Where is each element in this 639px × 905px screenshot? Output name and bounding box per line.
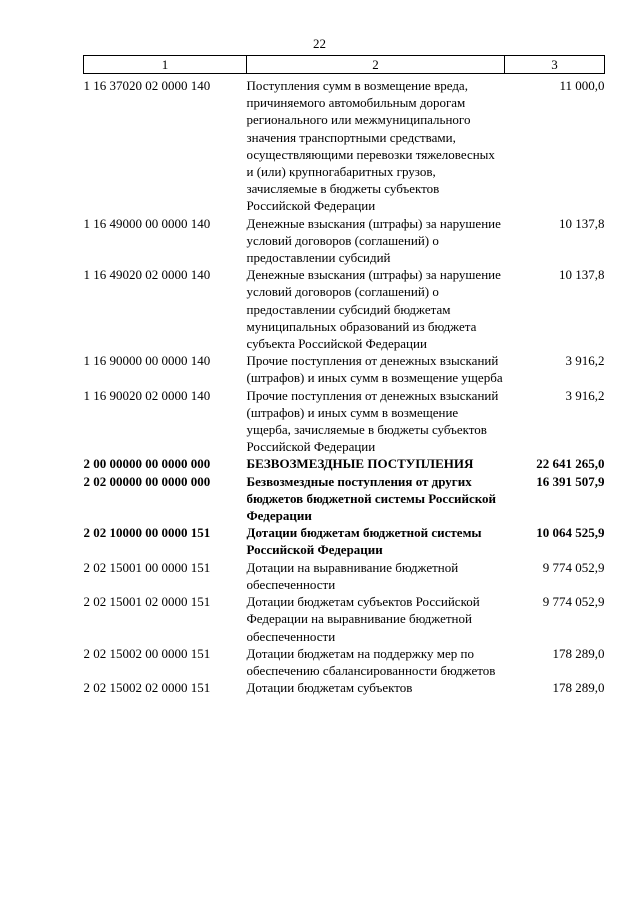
- row-code: 1 16 90000 00 0000 140: [83, 353, 211, 369]
- row-amount: 10 137,8: [559, 215, 605, 231]
- row-amount: 9 774 052,9: [542, 559, 605, 575]
- row-amount: 3 916,2: [565, 353, 605, 369]
- row-amount: 9 774 052,9: [542, 594, 605, 610]
- page-number: 22: [313, 36, 326, 51]
- row-code: 2 02 15001 02 0000 151: [83, 594, 211, 610]
- row-code: 2 02 15001 00 0000 151: [83, 559, 211, 575]
- table-row: [84, 455, 605, 472]
- row-amount: 11 000,0: [559, 78, 605, 93]
- column-header-name: 2: [247, 56, 505, 74]
- row-code: 2 00 00000 00 0000 000: [83, 456, 211, 472]
- table-row: [84, 215, 605, 267]
- row-code: 1 16 90020 02 0000 140: [83, 387, 211, 403]
- row-name: Дотации бюджетам на поддержку мер по обеспечению сбалансированности бюджетов: [246, 645, 496, 678]
- table-row: [84, 524, 605, 558]
- row-amount: 16 391 507,9: [536, 473, 605, 489]
- row-name: Поступления сумм в возмещение вреда, причиняемого автомобильным дорогам регионального или межмуниципального значения транспортными средствами, осуществляющими перевозки тяжеловесных и (или) крупногабаритных грузов, зачисляемые в бюджеты субъектов Российской Федерации: [246, 78, 495, 214]
- row-name: Дотации на выравнивание бюджетной обеспеченности: [246, 559, 459, 592]
- row-name: Дотации бюджетам субъектов: [246, 680, 413, 696]
- row-code: 2 02 15002 02 0000 151: [83, 680, 211, 696]
- row-name: Прочие поступления от денежных взысканий (штрафов) и иных сумм в возмещение ущерба, зачисляемые в бюджеты субъектов Российской Федерации: [246, 387, 499, 455]
- table-row: [84, 593, 605, 645]
- table-body: [84, 74, 605, 697]
- row-amount: 178 289,0: [552, 680, 605, 696]
- row-name: Денежные взыскания (штрафы) за нарушение условий договоров (соглашений) о предоставлении субсидий: [246, 215, 501, 266]
- table-row: [84, 387, 605, 456]
- budget-revenue-table: [83, 55, 605, 696]
- row-code: 1 16 49000 00 0000 140: [83, 215, 211, 231]
- row-code: 1 16 49020 02 0000 140: [83, 267, 211, 283]
- row-code: 1 16 37020 02 0000 140: [83, 78, 211, 93]
- row-amount: 10 137,8: [559, 267, 605, 283]
- row-name: Дотации бюджетам бюджетной системы Российской Федерации: [246, 525, 482, 558]
- table-row: [84, 266, 605, 352]
- row-amount: 22 641 265,0: [536, 456, 605, 472]
- row-code: 2 02 00000 00 0000 000: [83, 473, 211, 489]
- row-code: 2 02 15002 00 0000 151: [83, 645, 211, 661]
- table-row: [84, 74, 605, 215]
- row-name: БЕЗВОЗМЕЗДНЫЕ ПОСТУПЛЕНИЯ: [246, 456, 474, 472]
- table-row: [84, 473, 605, 525]
- row-code: 2 02 10000 00 0000 151: [83, 525, 211, 541]
- row-amount: 3 916,2: [565, 387, 605, 403]
- row-name: Денежные взыскания (штрафы) за нарушение условий договоров (соглашений) о предоставлении субсидий бюджетам муниципальных образований из бюджета субъекта Российской Федерации: [246, 267, 501, 352]
- table-row: [84, 679, 605, 696]
- column-header-code: 1: [84, 56, 247, 74]
- column-header-amount: 3: [505, 56, 605, 74]
- table-row: [84, 352, 605, 386]
- row-name: Прочие поступления от денежных взысканий (штрафов) и иных сумм в возмещение ущерба: [246, 353, 503, 386]
- row-amount: 10 064 525,9: [536, 525, 605, 541]
- row-name: Безвозмездные поступления от других бюджетов бюджетной системы Российской Федерации: [246, 473, 497, 524]
- table-row: [84, 645, 605, 679]
- table-row: [84, 559, 605, 593]
- table-header-row: [84, 56, 605, 74]
- row-amount: 178 289,0: [552, 645, 605, 661]
- row-name: Дотации бюджетам субъектов Российской Федерации на выравнивание бюджетной обеспеченности: [246, 594, 480, 644]
